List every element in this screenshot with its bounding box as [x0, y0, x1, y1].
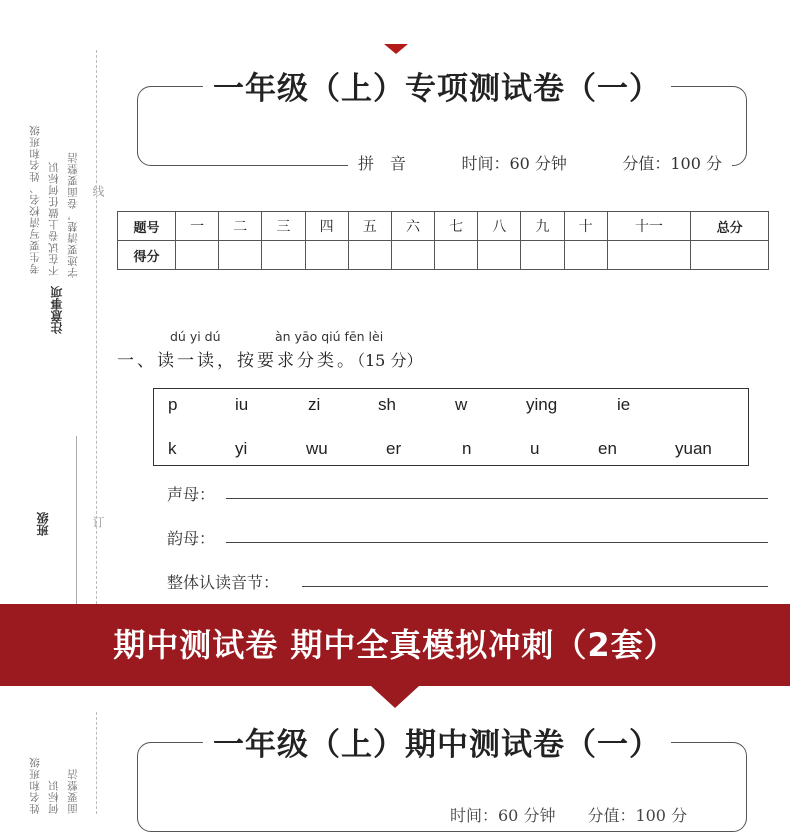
margin-note-2: 不在试卷上做任何标识	[48, 161, 60, 276]
syllable: p	[168, 395, 178, 414]
score-total-label: 分值：100 分	[622, 154, 722, 173]
score-table-header-row	[118, 212, 769, 241]
top-marker-triangle	[384, 44, 408, 54]
syllable: zi	[308, 395, 321, 414]
margin-word-line: 线	[91, 185, 105, 197]
syllable-box	[153, 388, 749, 466]
score-cell[interactable]	[435, 241, 478, 270]
sheet2-margin-note-2: 何标识	[48, 779, 60, 814]
syllable: yi	[235, 439, 248, 458]
binding-margin	[0, 0, 108, 604]
score-col-header: 四	[305, 212, 348, 241]
sheet-title: 一年级（上）专项测试卷（一）	[203, 63, 671, 108]
class-fill-line	[76, 436, 77, 604]
score-cell[interactable]	[219, 241, 262, 270]
pinyin-annotation-2: àn yāo qiú fēn lèi	[275, 329, 384, 344]
syllable: k	[168, 439, 177, 458]
answer-line-whole-syllables[interactable]	[302, 586, 768, 587]
question-1-points: （15 分）	[357, 351, 423, 370]
score-col-header: 十	[564, 212, 607, 241]
syllable: iu	[235, 395, 249, 414]
score-cell[interactable]	[691, 241, 769, 270]
question-1-text-a: 一、读一读，	[117, 351, 237, 371]
syllable: u	[530, 439, 540, 458]
syllable: n	[462, 439, 472, 458]
question-1-prompt	[117, 346, 422, 371]
answer-line-finals[interactable]	[226, 542, 768, 543]
syllable: yuan	[675, 439, 712, 458]
score-col-header: 二	[219, 212, 262, 241]
time-label: 时间：60 分钟	[461, 154, 567, 173]
subject-label: 拼 音	[358, 154, 407, 173]
score-cell[interactable]	[348, 241, 391, 270]
score-col-header: 六	[391, 212, 434, 241]
class-label: 班级	[36, 512, 50, 536]
score-col-header: 九	[521, 212, 564, 241]
score-cell[interactable]	[521, 241, 564, 270]
score-col-header: 五	[348, 212, 391, 241]
answer-label-finals: 韵母：	[167, 529, 216, 548]
score-table-row-label: 得分	[118, 241, 176, 270]
syllable: wu	[306, 439, 328, 458]
margin-note-1: 考生要写清校名、姓名和班级	[29, 124, 41, 274]
syllable: sh	[378, 395, 396, 414]
answer-label-initials: 声母：	[167, 485, 216, 504]
question-1-text-b: 按要求分类。	[237, 351, 357, 371]
sheet2-margin-note-3: 面要整洁	[67, 768, 79, 814]
score-col-header: 十一	[607, 212, 690, 241]
score-col-header: 七	[435, 212, 478, 241]
sheet2-title: 一年级（上）期中测试卷（一）	[203, 719, 671, 764]
sheet-info	[348, 151, 732, 174]
syllable: w	[455, 395, 468, 414]
syllable: en	[598, 439, 617, 458]
syllable: ying	[526, 395, 558, 414]
score-table-score-row	[118, 241, 769, 270]
score-table-row-label: 题号	[118, 212, 176, 241]
answer-label-whole-syllables: 整体认读音节：	[167, 573, 280, 592]
syllable: er	[386, 439, 402, 458]
answer-line-initials[interactable]	[226, 498, 768, 499]
score-cell[interactable]	[176, 241, 219, 270]
score-cell[interactable]	[607, 241, 690, 270]
sheet2-margin-note-1: 姓名和班级	[29, 756, 41, 814]
banner-title: 期中测试卷 期中全真模拟冲刺（2套）	[113, 626, 677, 664]
score-col-header: 八	[478, 212, 521, 241]
margin-notes-title: 注意事项	[50, 286, 64, 334]
score-col-header-total: 总分	[691, 212, 769, 241]
score-cell[interactable]	[564, 241, 607, 270]
syllable: ie	[617, 395, 631, 414]
sheet2-binding-dashed-line	[96, 712, 97, 814]
section-banner	[0, 604, 790, 686]
score-cell[interactable]	[262, 241, 305, 270]
margin-note-3: 字迹要清楚，卷面要整洁	[67, 151, 79, 278]
score-cell[interactable]	[391, 241, 434, 270]
score-table	[117, 211, 769, 270]
margin-word-bind: 订	[91, 516, 105, 528]
sheet2-info: 时间：60 分钟 分值：100 分	[450, 806, 688, 825]
banner-pointer-triangle	[371, 686, 419, 708]
pinyin-annotation-1: dú yi dú	[170, 329, 221, 344]
score-col-header: 一	[176, 212, 219, 241]
score-col-header: 三	[262, 212, 305, 241]
score-cell[interactable]	[305, 241, 348, 270]
score-cell[interactable]	[478, 241, 521, 270]
